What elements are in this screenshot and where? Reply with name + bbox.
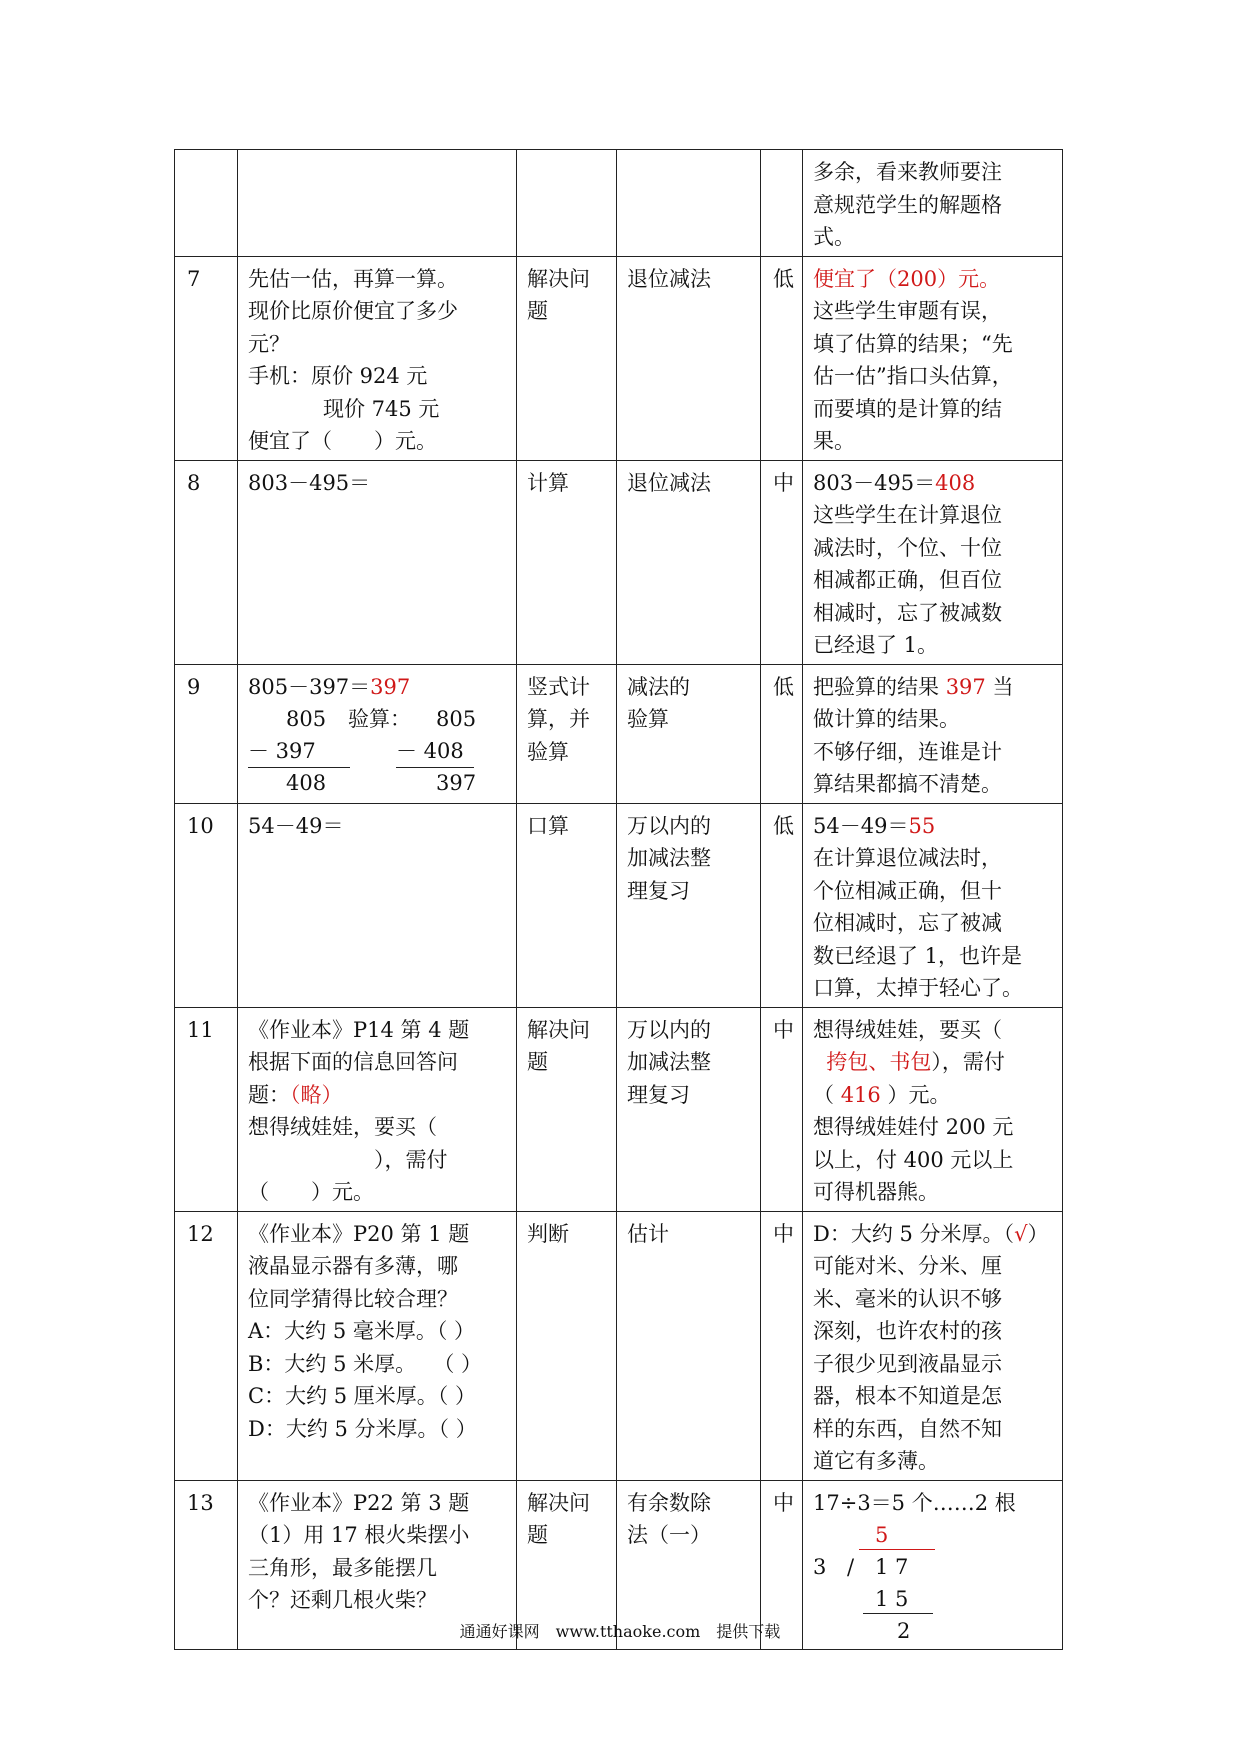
quotient-line [859, 1549, 935, 1550]
point-line: 减法的 [627, 674, 690, 699]
division-quotient: 5 [875, 1523, 889, 1547]
point-line: 万以内的 [627, 1017, 711, 1042]
analysis-line: 做计算的结果。 [813, 707, 960, 731]
question-line: 元？ [248, 331, 290, 356]
knowledge-point: 估计 [617, 1211, 761, 1480]
division-divisor: 3 [813, 1555, 827, 1579]
type-line: 验算 [527, 739, 569, 764]
question-line: 液晶显示器有多薄，哪 [248, 1254, 458, 1278]
point-line: 法（一） [627, 1523, 711, 1547]
question-line: 手机：原价 924 元 [248, 364, 428, 388]
type-cell [517, 1007, 617, 1211]
check-mark: √ [1014, 1221, 1028, 1246]
analysis-line: 道它有多薄。 [813, 1449, 939, 1473]
subtraction-line [863, 1613, 933, 1614]
subtrahend-right: － 408 [396, 739, 464, 763]
type-line: 解决问 [527, 1490, 590, 1515]
difficulty-level: 中 [761, 1480, 803, 1650]
analysis-line: 子很少见到液晶显示 [813, 1351, 1002, 1376]
option-b: B：大约 5 米厚。 （ ） [248, 1351, 482, 1376]
knowledge-point: 退位减法 [617, 256, 761, 460]
question-line: 根据下面的信息回答问 [248, 1050, 458, 1074]
wrong-answer: 挎包、书包 [826, 1050, 932, 1074]
question-line: 54－49＝ [248, 813, 344, 838]
row-number: 9 [175, 664, 238, 803]
analysis-line: 而要填的是计算的结 [813, 396, 1002, 421]
analysis-cell [803, 460, 1063, 664]
question-cell [238, 460, 517, 664]
analysis-text: 把验算的结果 [813, 674, 946, 699]
subtrahend-left: － 397 [248, 739, 316, 763]
question-cell [238, 150, 517, 257]
question-line: 位同学猜得比较合理？ [248, 1286, 458, 1311]
row-number: 11 [175, 1007, 238, 1211]
type-line: 题 [527, 299, 548, 323]
answer-line [813, 1079, 1054, 1112]
analysis-cell [803, 150, 1063, 257]
analysis-cell [803, 256, 1063, 460]
question-line [248, 671, 508, 704]
question-line: 先估一估，再算一算。 [248, 266, 458, 291]
question-line: 803－495＝ [248, 470, 371, 495]
difficulty-level: 中 [761, 1007, 803, 1211]
point-line: 加减法整 [627, 846, 711, 870]
row-number: 8 [175, 460, 238, 664]
wrong-answer [813, 810, 1054, 843]
answer-value: 408 [935, 470, 976, 495]
analysis-line: 已经退了 1。 [813, 633, 939, 657]
analysis-line: 在计算退位减法时， [813, 846, 1002, 870]
row-number: 10 [175, 803, 238, 1007]
difficulty-level: 低 [761, 256, 803, 460]
answer-value: 55 [908, 813, 936, 838]
knowledge-point-cell [617, 150, 761, 257]
analysis-line: 多余，看来教师要注 [813, 160, 1002, 184]
analysis-cell [803, 803, 1063, 1007]
question-line: 想得绒娃娃，要买（ [248, 1115, 437, 1139]
wrong-answer: 便宜了（200）元。 [813, 266, 1001, 291]
analysis-line: 不够仔细，连谁是计 [813, 739, 1002, 764]
answer-line: 17÷3＝5 个……2 根 [813, 1490, 1016, 1515]
analysis-line: 数已经退了 1，也许是 [813, 943, 1023, 968]
question-expression: 805－397＝ [248, 674, 371, 699]
wrong-value: 397 [370, 674, 411, 699]
analysis-cell [803, 1007, 1063, 1211]
analysis-line: 个位相减正确，但十 [813, 878, 1002, 903]
answer-text: ），需付 [931, 1050, 1005, 1074]
minuend-right: 805 [436, 707, 477, 731]
question-line: 现价 745 元 [323, 396, 440, 421]
question-line [248, 1079, 508, 1112]
question-cell [238, 1007, 517, 1211]
analysis-line: 米、毫米的认识不够 [813, 1286, 1002, 1311]
analysis-line: 式。 [813, 225, 855, 249]
error-analysis-table [174, 149, 1063, 1650]
type-line: 竖式计 [527, 674, 590, 699]
question-line: 《作业本》P14 第 4 题 [248, 1017, 470, 1042]
analysis-line [813, 671, 1054, 704]
table-row [175, 150, 1063, 257]
analysis-line: 果。 [813, 429, 855, 453]
question-line: （1）用 17 根火柴摆小 [248, 1523, 470, 1547]
minuend-left: 805 [286, 707, 327, 731]
option-a: A：大约 5 毫米厚。（ ） [248, 1319, 476, 1343]
option-d: D：大约 5 分米厚。（ ） [248, 1416, 477, 1441]
analysis-line: 减法时，个位、十位 [813, 535, 1002, 560]
table-row [175, 803, 1063, 1007]
analysis-line: 想得绒娃娃付 200 元 [813, 1115, 1014, 1139]
table-row [175, 256, 1063, 460]
type-line: 解决问 [527, 1017, 590, 1042]
analysis-line: 意规范学生的解题格 [813, 192, 1002, 217]
table-row [175, 664, 1063, 803]
difficulty-level: 中 [761, 460, 803, 664]
analysis-line: 深刻，也许农村的孩 [813, 1319, 1002, 1343]
question-type: 计算 [517, 460, 617, 664]
vertical-calculation [248, 703, 508, 799]
division-dividend: 1 7 [875, 1555, 909, 1579]
difficulty-level: 中 [761, 1211, 803, 1480]
knowledge-point-cell [617, 803, 761, 1007]
question-cell [238, 664, 517, 803]
division-remainder: 2 [897, 1619, 911, 1643]
type-cell [517, 150, 617, 257]
question-line: 便宜了（ ）元。 [248, 429, 437, 453]
analysis-line: 填了估算的结果；“先 [813, 331, 1013, 356]
question-type: 口算 [517, 803, 617, 1007]
question-cell [238, 256, 517, 460]
wrong-answer [813, 1218, 1054, 1251]
answer-text: （ [813, 1082, 841, 1107]
knowledge-point-cell [617, 664, 761, 803]
level-cell [761, 150, 803, 257]
question-line: ），需付 [248, 1147, 448, 1172]
analysis-line: 这些学生在计算退位 [813, 503, 1002, 527]
analysis-line: 口算，太掉于轻心了。 [813, 976, 1023, 1000]
point-line: 有余数除 [627, 1490, 711, 1515]
row-number: 12 [175, 1211, 238, 1480]
point-line: 万以内的 [627, 813, 711, 838]
division-product: 1 5 [875, 1587, 909, 1611]
question-cell [238, 1211, 517, 1480]
table-row [175, 460, 1063, 664]
answer-expression: 803－495＝ [813, 470, 936, 495]
answer-text: D：大约 5 分米厚。（ [813, 1221, 1015, 1246]
wrong-value: 397 [945, 674, 986, 699]
analysis-line: 相减时，忘了被减数 [813, 600, 1002, 625]
type-cell [517, 664, 617, 803]
analysis-line: 以上，付 400 元以上 [813, 1147, 1014, 1172]
answer-text: ） [1027, 1221, 1049, 1246]
analysis-line: 这些学生审题有误， [813, 299, 1002, 323]
knowledge-point-cell [617, 1007, 761, 1211]
wrong-answer [813, 467, 1054, 500]
analysis-line: 估一估”指口头估算， [813, 364, 1013, 388]
point-line: 验算 [627, 707, 669, 731]
type-line: 题 [527, 1050, 548, 1074]
question-line: （ ）元。 [248, 1180, 374, 1204]
type-line: 题 [527, 1523, 548, 1547]
analysis-line: 相减都正确，但百位 [813, 568, 1002, 592]
point-line: 理复习 [627, 878, 690, 903]
difficulty-level: 低 [761, 664, 803, 803]
option-c: C：大约 5 厘米厚。（ ） [248, 1384, 476, 1408]
question-type: 判断 [517, 1211, 617, 1480]
answer-line [813, 1046, 1054, 1079]
row-number: 13 [175, 1480, 238, 1650]
difference-left: 408 [286, 771, 327, 795]
analysis-line: 可能对米、分米、厘 [813, 1254, 1002, 1278]
question-cell [238, 803, 517, 1007]
analysis-line: 可得机器熊。 [813, 1180, 939, 1204]
answer-line: 想得绒娃娃，要买（ [813, 1017, 1002, 1042]
analysis-line: 样的东西，自然不知 [813, 1416, 1002, 1441]
question-line: 三角形，最多能摆几 [248, 1555, 437, 1580]
page-footer: 通通好课网 www.tthaoke.com 提供下载 [459, 1622, 781, 1641]
point-line: 理复习 [627, 1082, 690, 1107]
difference-right: 397 [436, 771, 477, 795]
analysis-line: 位相减时，忘了被减 [813, 911, 1002, 935]
question-line: 《作业本》P22 第 3 题 [248, 1490, 470, 1515]
analysis-line: 算结果都搞不清楚。 [813, 772, 1002, 796]
difficulty-level: 低 [761, 803, 803, 1007]
type-line: 算，并 [527, 707, 590, 731]
analysis-cell [803, 664, 1063, 803]
question-line: 现价比原价便宜了多少 [248, 299, 458, 323]
analysis-cell [803, 1211, 1063, 1480]
analysis-text: 当 [985, 674, 1014, 699]
table-row [175, 1211, 1063, 1480]
wrong-value: 416 [840, 1082, 881, 1107]
type-line: 解决问 [527, 266, 590, 291]
type-cell [517, 256, 617, 460]
check-label: 验算： [348, 707, 411, 731]
answer-expression: 54－49＝ [813, 813, 909, 838]
point-line: 加减法整 [627, 1050, 711, 1074]
table-row [175, 1007, 1063, 1211]
row-number: 7 [175, 256, 238, 460]
omitted-note: （略） [290, 1082, 343, 1107]
analysis-line: 器，根本不知道是怎 [813, 1384, 1002, 1408]
question-text: 题： [248, 1082, 290, 1107]
row-number-cell [175, 150, 238, 257]
knowledge-point: 退位减法 [617, 460, 761, 664]
answer-text: ）元。 [880, 1082, 951, 1107]
question-line: 《作业本》P20 第 1 题 [248, 1221, 470, 1246]
question-line: 个？还剩几根火柴？ [248, 1588, 437, 1612]
division-bracket: / [847, 1555, 855, 1579]
